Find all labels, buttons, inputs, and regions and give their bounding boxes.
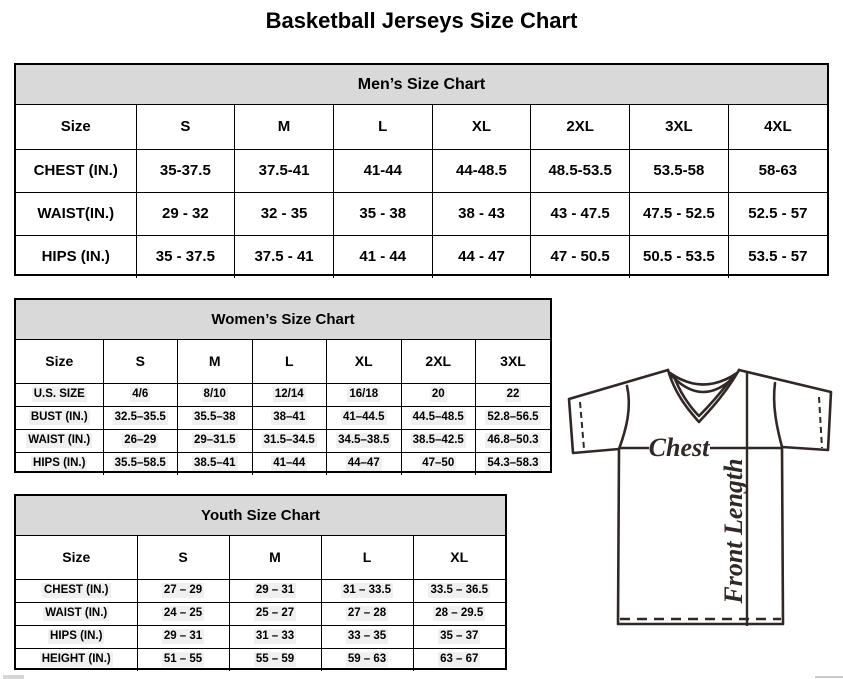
cell-value: 33 – 35 <box>347 630 387 642</box>
cell-value: 47 - 50.5 <box>550 248 610 266</box>
cell-value: 22 <box>506 388 520 400</box>
cell-value: 41 - 44 <box>359 248 407 266</box>
table-cell <box>229 579 321 602</box>
cell-value: 29 – 31 <box>163 630 203 642</box>
left-sleeve-seam <box>619 386 629 449</box>
cell-value: 41-44 <box>363 162 402 179</box>
cell-value: 38 - 43 <box>458 205 505 222</box>
size-column-header: Size <box>16 105 136 149</box>
cell-value: 4/6 <box>132 388 149 400</box>
cell-value: 20 <box>431 388 445 400</box>
row-label-text: HIPS (IN.) <box>50 630 103 642</box>
row-label-text: U.S. SIZE <box>33 388 85 400</box>
table-row <box>16 149 827 192</box>
cell-value: 37.5 - 41 <box>254 248 314 266</box>
cell-value: 54.3–58.3 <box>487 457 539 470</box>
cell-value: 16/18 <box>349 388 379 400</box>
youth-size-chart <box>14 494 507 670</box>
column-header: M <box>235 105 334 149</box>
cell-value: 33.5 – 36.5 <box>430 584 489 596</box>
table-cell <box>178 429 253 452</box>
column-header: XL <box>413 536 505 579</box>
column-header: M <box>178 340 253 383</box>
cell-value: 31.5–34.5 <box>263 434 315 446</box>
cell-value: 63 – 67 <box>440 653 479 666</box>
cell-value: 53.5 - 57 <box>748 248 808 266</box>
row-label-text: WAIST(IN.) <box>37 205 115 222</box>
cell-value: 27 – 28 <box>347 607 387 619</box>
cell-value: 29 - 32 <box>162 205 209 222</box>
header-row <box>16 105 827 149</box>
cell-value: 31 – 33.5 <box>343 584 391 596</box>
table-cell <box>327 406 402 429</box>
table-row <box>16 452 550 475</box>
table-row <box>16 383 550 406</box>
jersey-icon <box>556 356 840 629</box>
table-cell <box>136 235 235 278</box>
row-label-text: CHEST (IN.) <box>43 584 109 596</box>
table-cell <box>413 625 505 648</box>
cell-value: 35.5–58.5 <box>114 457 166 470</box>
cell-value: 24 – 25 <box>163 607 203 619</box>
row-label <box>16 235 136 278</box>
table-cell <box>235 192 334 235</box>
table-cell <box>630 192 729 235</box>
cell-value: 52.5 - 57 <box>748 205 808 222</box>
table-cell <box>413 648 505 671</box>
womens-chart-table <box>16 340 550 475</box>
table-cell <box>229 625 321 648</box>
table-cell <box>321 625 413 648</box>
table-cell <box>333 235 432 278</box>
table-cell <box>531 192 630 235</box>
table-cell <box>137 579 229 602</box>
table-cell <box>235 235 334 278</box>
cell-value: 29–31.5 <box>193 434 236 446</box>
table-cell <box>432 235 531 278</box>
cell-value: 34.5–38.5 <box>338 434 390 446</box>
table-cell <box>401 383 476 406</box>
column-header: 2XL <box>531 105 630 149</box>
cell-value: 37.5-41 <box>258 162 310 179</box>
row-label-text: WAIST (IN.) <box>45 607 108 619</box>
column-header: L <box>252 340 327 383</box>
table-cell <box>103 452 178 475</box>
table-cell <box>137 625 229 648</box>
cell-value: 46.8–50.3 <box>487 434 539 446</box>
cell-value: 25 – 27 <box>255 607 295 619</box>
table-cell <box>235 149 334 192</box>
table-cell <box>531 149 630 192</box>
row-label <box>16 192 136 235</box>
cell-value: 35 - 38 <box>359 205 407 222</box>
cell-value: 41–44 <box>273 457 306 470</box>
cell-value: 44.5–48.5 <box>412 411 464 423</box>
row-label <box>16 149 136 192</box>
table-cell <box>103 406 178 429</box>
mens-size-chart <box>14 63 829 276</box>
cell-value: 58-63 <box>758 162 798 179</box>
bottom-right-fragment <box>815 676 843 678</box>
table-cell <box>401 429 476 452</box>
column-header: 4XL <box>728 105 827 149</box>
row-label-text: CHEST (IN.) <box>33 162 118 179</box>
cell-value: 38.5–42.5 <box>412 434 464 446</box>
page-title: Basketball Jerseys Size Chart <box>265 8 578 33</box>
cell-value: 38.5–41 <box>193 457 236 470</box>
womens-size-chart <box>14 298 552 473</box>
cell-value: 48.5-53.5 <box>548 162 612 179</box>
row-label-text: HEIGHT (IN.) <box>41 653 111 666</box>
youth-chart-table <box>16 536 505 671</box>
cell-value: 51 – 55 <box>163 653 203 666</box>
cell-value: 27 – 29 <box>163 584 203 596</box>
cell-value: 35 - 37.5 <box>155 248 215 266</box>
row-label <box>16 429 103 452</box>
table-cell <box>327 429 402 452</box>
cell-value: 35-37.5 <box>159 162 211 179</box>
size-column-header: Size <box>16 536 137 579</box>
header-row <box>16 536 505 579</box>
table-cell <box>401 452 476 475</box>
table-cell <box>327 383 402 406</box>
table-cell <box>413 579 505 602</box>
table-cell <box>103 383 178 406</box>
table-cell <box>137 648 229 671</box>
table-cell <box>136 192 235 235</box>
row-label-text: HIPS (IN.) <box>33 457 86 470</box>
left-cuff-dashed-line <box>580 402 584 449</box>
cell-value: 44-48.5 <box>456 162 507 179</box>
table-cell <box>432 192 531 235</box>
right-cuff-dashed-line <box>819 397 822 448</box>
column-header: S <box>136 105 235 149</box>
column-header: 3XL <box>630 105 729 149</box>
table-cell <box>333 192 432 235</box>
row-label <box>16 383 103 406</box>
table-cell <box>321 648 413 671</box>
table-cell <box>327 452 402 475</box>
table-cell <box>321 602 413 625</box>
column-header: 3XL <box>476 340 551 383</box>
size-column-header: Size <box>16 340 103 383</box>
cell-value: 44–47 <box>347 457 380 470</box>
cell-value: 35 – 37 <box>440 630 479 642</box>
table-cell <box>432 149 531 192</box>
table-cell <box>136 149 235 192</box>
table-cell <box>229 602 321 625</box>
row-label-text: WAIST (IN.) <box>28 434 91 446</box>
table-cell <box>476 406 551 429</box>
table-cell <box>476 452 551 475</box>
table-row <box>16 579 505 602</box>
row-label-text: BUST (IN.) <box>30 411 88 423</box>
table-cell <box>333 149 432 192</box>
header-row <box>16 340 550 383</box>
table-cell <box>252 406 327 429</box>
cell-value: 43 - 47.5 <box>550 205 610 222</box>
table-row <box>16 406 550 429</box>
table-cell <box>401 406 476 429</box>
front-length-label: Front Length <box>719 458 748 604</box>
jersey-outline <box>569 370 831 624</box>
cell-value: 31 – 33 <box>255 630 295 642</box>
table-row <box>16 625 505 648</box>
mens-chart-table <box>16 105 827 278</box>
column-header: 2XL <box>401 340 476 383</box>
right-sleeve-seam <box>774 383 782 447</box>
table-cell <box>103 429 178 452</box>
cell-value: 59 – 63 <box>347 653 387 666</box>
column-header: XL <box>432 105 531 149</box>
table-cell <box>178 452 253 475</box>
cell-value: 47–50 <box>422 457 455 470</box>
table-cell <box>178 406 253 429</box>
cell-value: 28 – 29.5 <box>435 607 484 619</box>
womens-chart-title: Women’s Size Chart <box>16 300 550 340</box>
cell-value: 53.5-58 <box>653 162 705 179</box>
row-label <box>16 579 137 602</box>
cell-value: 35.5–38 <box>193 411 236 423</box>
table-cell <box>476 383 551 406</box>
cell-value: 44 - 47 <box>458 248 505 266</box>
table-cell <box>630 149 729 192</box>
cell-value: 8/10 <box>203 388 226 400</box>
row-label-text: HIPS (IN.) <box>41 248 110 266</box>
row-label <box>16 625 137 648</box>
cell-value: 50.5 - 53.5 <box>643 248 715 266</box>
jersey-measurement-diagram <box>556 356 840 629</box>
table-cell <box>252 383 327 406</box>
table-row <box>16 648 505 671</box>
row-label <box>16 406 103 429</box>
row-label <box>16 648 137 671</box>
table-cell <box>728 235 827 278</box>
column-header: L <box>333 105 432 149</box>
cell-value: 12/14 <box>274 388 304 400</box>
row-label <box>16 452 103 475</box>
row-label <box>16 602 137 625</box>
cell-value: 29 – 31 <box>255 584 295 596</box>
table-cell <box>178 383 253 406</box>
column-header: M <box>229 536 321 579</box>
cell-value: 26–29 <box>124 434 157 446</box>
youth-chart-title: Youth Size Chart <box>16 496 505 536</box>
table-cell <box>630 235 729 278</box>
table-cell <box>321 579 413 602</box>
table-cell <box>728 192 827 235</box>
chest-label: Chest <box>648 433 710 462</box>
table-cell <box>229 648 321 671</box>
table-cell <box>252 429 327 452</box>
cell-value: 41–44.5 <box>342 411 385 423</box>
column-header: XL <box>327 340 402 383</box>
cell-value: 32.5–35.5 <box>114 411 166 423</box>
column-header: L <box>321 536 413 579</box>
table-row <box>16 235 827 278</box>
cell-value: 32 - 35 <box>260 205 308 222</box>
column-header: S <box>137 536 229 579</box>
table-cell <box>413 602 505 625</box>
bottom-left-fragment <box>3 675 24 679</box>
cell-value: 52.8–56.5 <box>487 411 539 423</box>
mens-chart-title: Men’s Size Chart <box>16 65 827 105</box>
table-cell <box>137 602 229 625</box>
cell-value: 38–41 <box>273 411 306 423</box>
table-cell <box>476 429 551 452</box>
table-row <box>16 192 827 235</box>
table-cell <box>531 235 630 278</box>
table-row <box>16 429 550 452</box>
cell-value: 47.5 - 52.5 <box>643 205 715 222</box>
table-cell <box>728 149 827 192</box>
table-row <box>16 602 505 625</box>
cell-value: 55 – 59 <box>255 653 295 666</box>
table-cell <box>252 452 327 475</box>
column-header: S <box>103 340 178 383</box>
